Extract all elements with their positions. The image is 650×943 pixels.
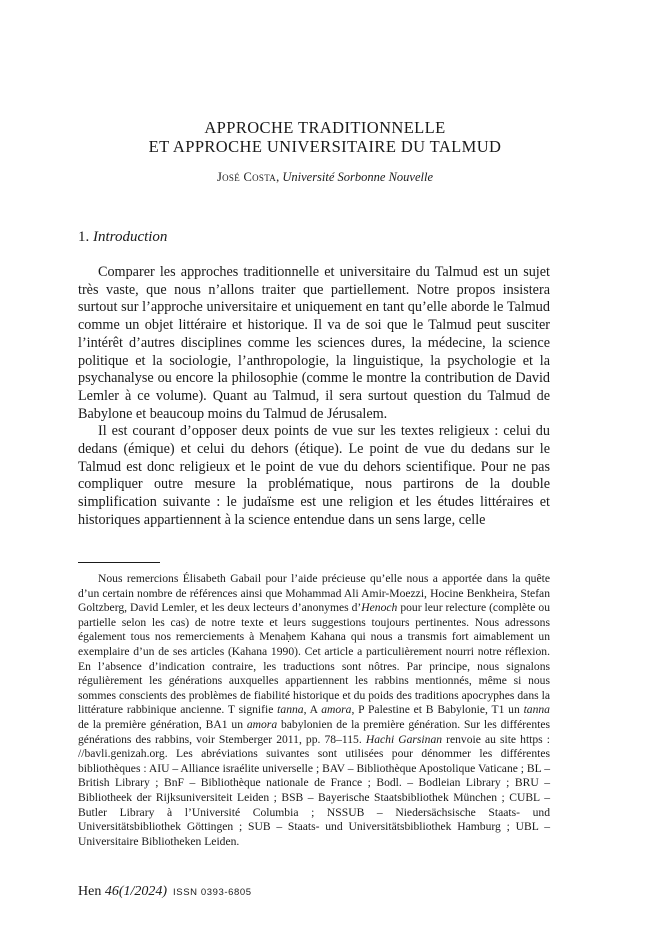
author-affiliation: Université Sorbonne Nouvelle xyxy=(282,170,434,184)
footnote-text: renvoie au site https : //bavli.genizah.org. Les abréviations suivantes sont utilisées pour dénommer les différentes bibliothèques : AIU – Alliance israélite universelle ; BAV – Bibliothèque Apostolique Vaticane ; BL – British Library ; BnF – Bibliothèque nationale de France ; Bodl. – Bodleian Library ; BRU – Bibliotheek der Rijksuniversiteit Leiden ; BSB – Bayerische Staatsbibliothek München ; CUBL – Butler Library à l’Université Columbia ; NSSUB – Niedersächsische Staats- und Universitätsbibliothek Göttingen ; SUB – Staats- und Universitätsbibliothek Hamburg ; UBL – Universitaire Bibliotheken Leiden. xyxy=(78,732,550,848)
footnote-text: de la première génération, BA1 un xyxy=(78,717,247,731)
title-line-1: APPROCHE TRADITIONNELLE xyxy=(204,118,446,137)
footnote-rule xyxy=(78,562,160,563)
page-footer xyxy=(78,883,252,901)
title-line-2: ET APPROCHE UNIVERSITAIRE DU TALMUD xyxy=(148,137,502,156)
footnote-text: Nous remercions Élisabeth Gabail pour l’aide précieuse qu’elle nous a apportée dans la quête d’un certain nombre de références ainsi que Mohammad Ali Amir-Moezzi, Hocine Benkheira, Stefan Goltzberg, David Lemler, et les deux lecteurs d’anonymes d’ xyxy=(78,572,550,615)
footnote-italic: tanna xyxy=(523,703,550,717)
body-paragraph-2: Il est courant d’opposer deux points de vue sur les textes religieux : celui du dedans (émique) et celui du dehors (étique). Le point de vue du dedans sur le Talmud est donc religieux et le point de vue du dehors scientifique. Pour ne pas compliquer outre mesure la problématique, nous partirons de la double simplification suivante : le judaïsme est une religion et les études littéraires et historiques appartiennent à la science entendue dans un sens large, celle xyxy=(78,423,550,528)
byline xyxy=(60,170,590,185)
journal-issn: ISSN 0393-6805 xyxy=(173,887,252,898)
footnote-italic: Henoch xyxy=(361,601,398,615)
footnote-italic: tanna xyxy=(277,703,304,717)
footnote-text: pour leur relecture (complète ou partielle selon les cas) de notre texte et leurs suggestions toujours pertinentes. Nous adressons également tous nos remerciements à Menaḥem Kahana qui nous a transmis fort aimablement un exemplaire d’un de ses articles (Kahana 1990). Cet article a particulièrement nourri notre réflexion. En l’absence d’indication contraire, les traductions sont nôtres. Par principe, nous signalons régulièrement les générations auxquelles appartiennent les rabbins mentionnés, même si nous sommes conscients des problèmes de fiabilité historique et du poids des traditions apocryphes dans la littérature rabbinique ancienne. T signifie xyxy=(78,601,550,717)
journal-volume: 46(1/2024) xyxy=(104,884,168,899)
footnote xyxy=(78,572,550,849)
footnote-italic: amora xyxy=(246,717,278,731)
body-paragraph-1: Comparer les approches traditionnelle et universitaire du Talmud est un sujet très vaste, que nous n’allons traiter que partiellement. Notre propos insistera surtout sur l’approche universitaire et uniquement en tant qu’elle aborde le Talmud comme un objet littéraire et historique. Il va de soi que le Talmud peut susciter l’intérêt d’autres disciplines comme les sciences dures, la médecine, la science politique et la sociologie, l’anthropologie, la linguistique, la psychologie et la psychanalyse ou encore la philosophie (comme le montre la contribution de David Lemler à ce volume). Quant au Talmud, il sera surtout question du Talmud de Babylone et beaucoup moins du Talmud de Jérusalem. xyxy=(78,264,550,422)
footnote-italic: Hachi Garsinan xyxy=(365,732,443,746)
section-number: 1. xyxy=(78,229,93,245)
footnote-text: babylonien de la première génération. Sur les différentes générations des rabbins, voir Stemberger 2011, pp. 78–115. xyxy=(78,717,550,746)
section-heading xyxy=(78,228,167,246)
journal-name: Hen xyxy=(78,884,105,899)
footnote-text: , P Palestine et B Babylonie, T1 un xyxy=(351,703,524,717)
body-text xyxy=(78,264,550,530)
footnote-text: , A xyxy=(303,703,322,717)
author-name: José Costa xyxy=(216,170,277,184)
article-title xyxy=(60,118,590,156)
section-title: Introduction xyxy=(93,229,168,245)
byline-separator: , xyxy=(276,170,283,184)
footnote-italic: amora xyxy=(321,703,352,717)
